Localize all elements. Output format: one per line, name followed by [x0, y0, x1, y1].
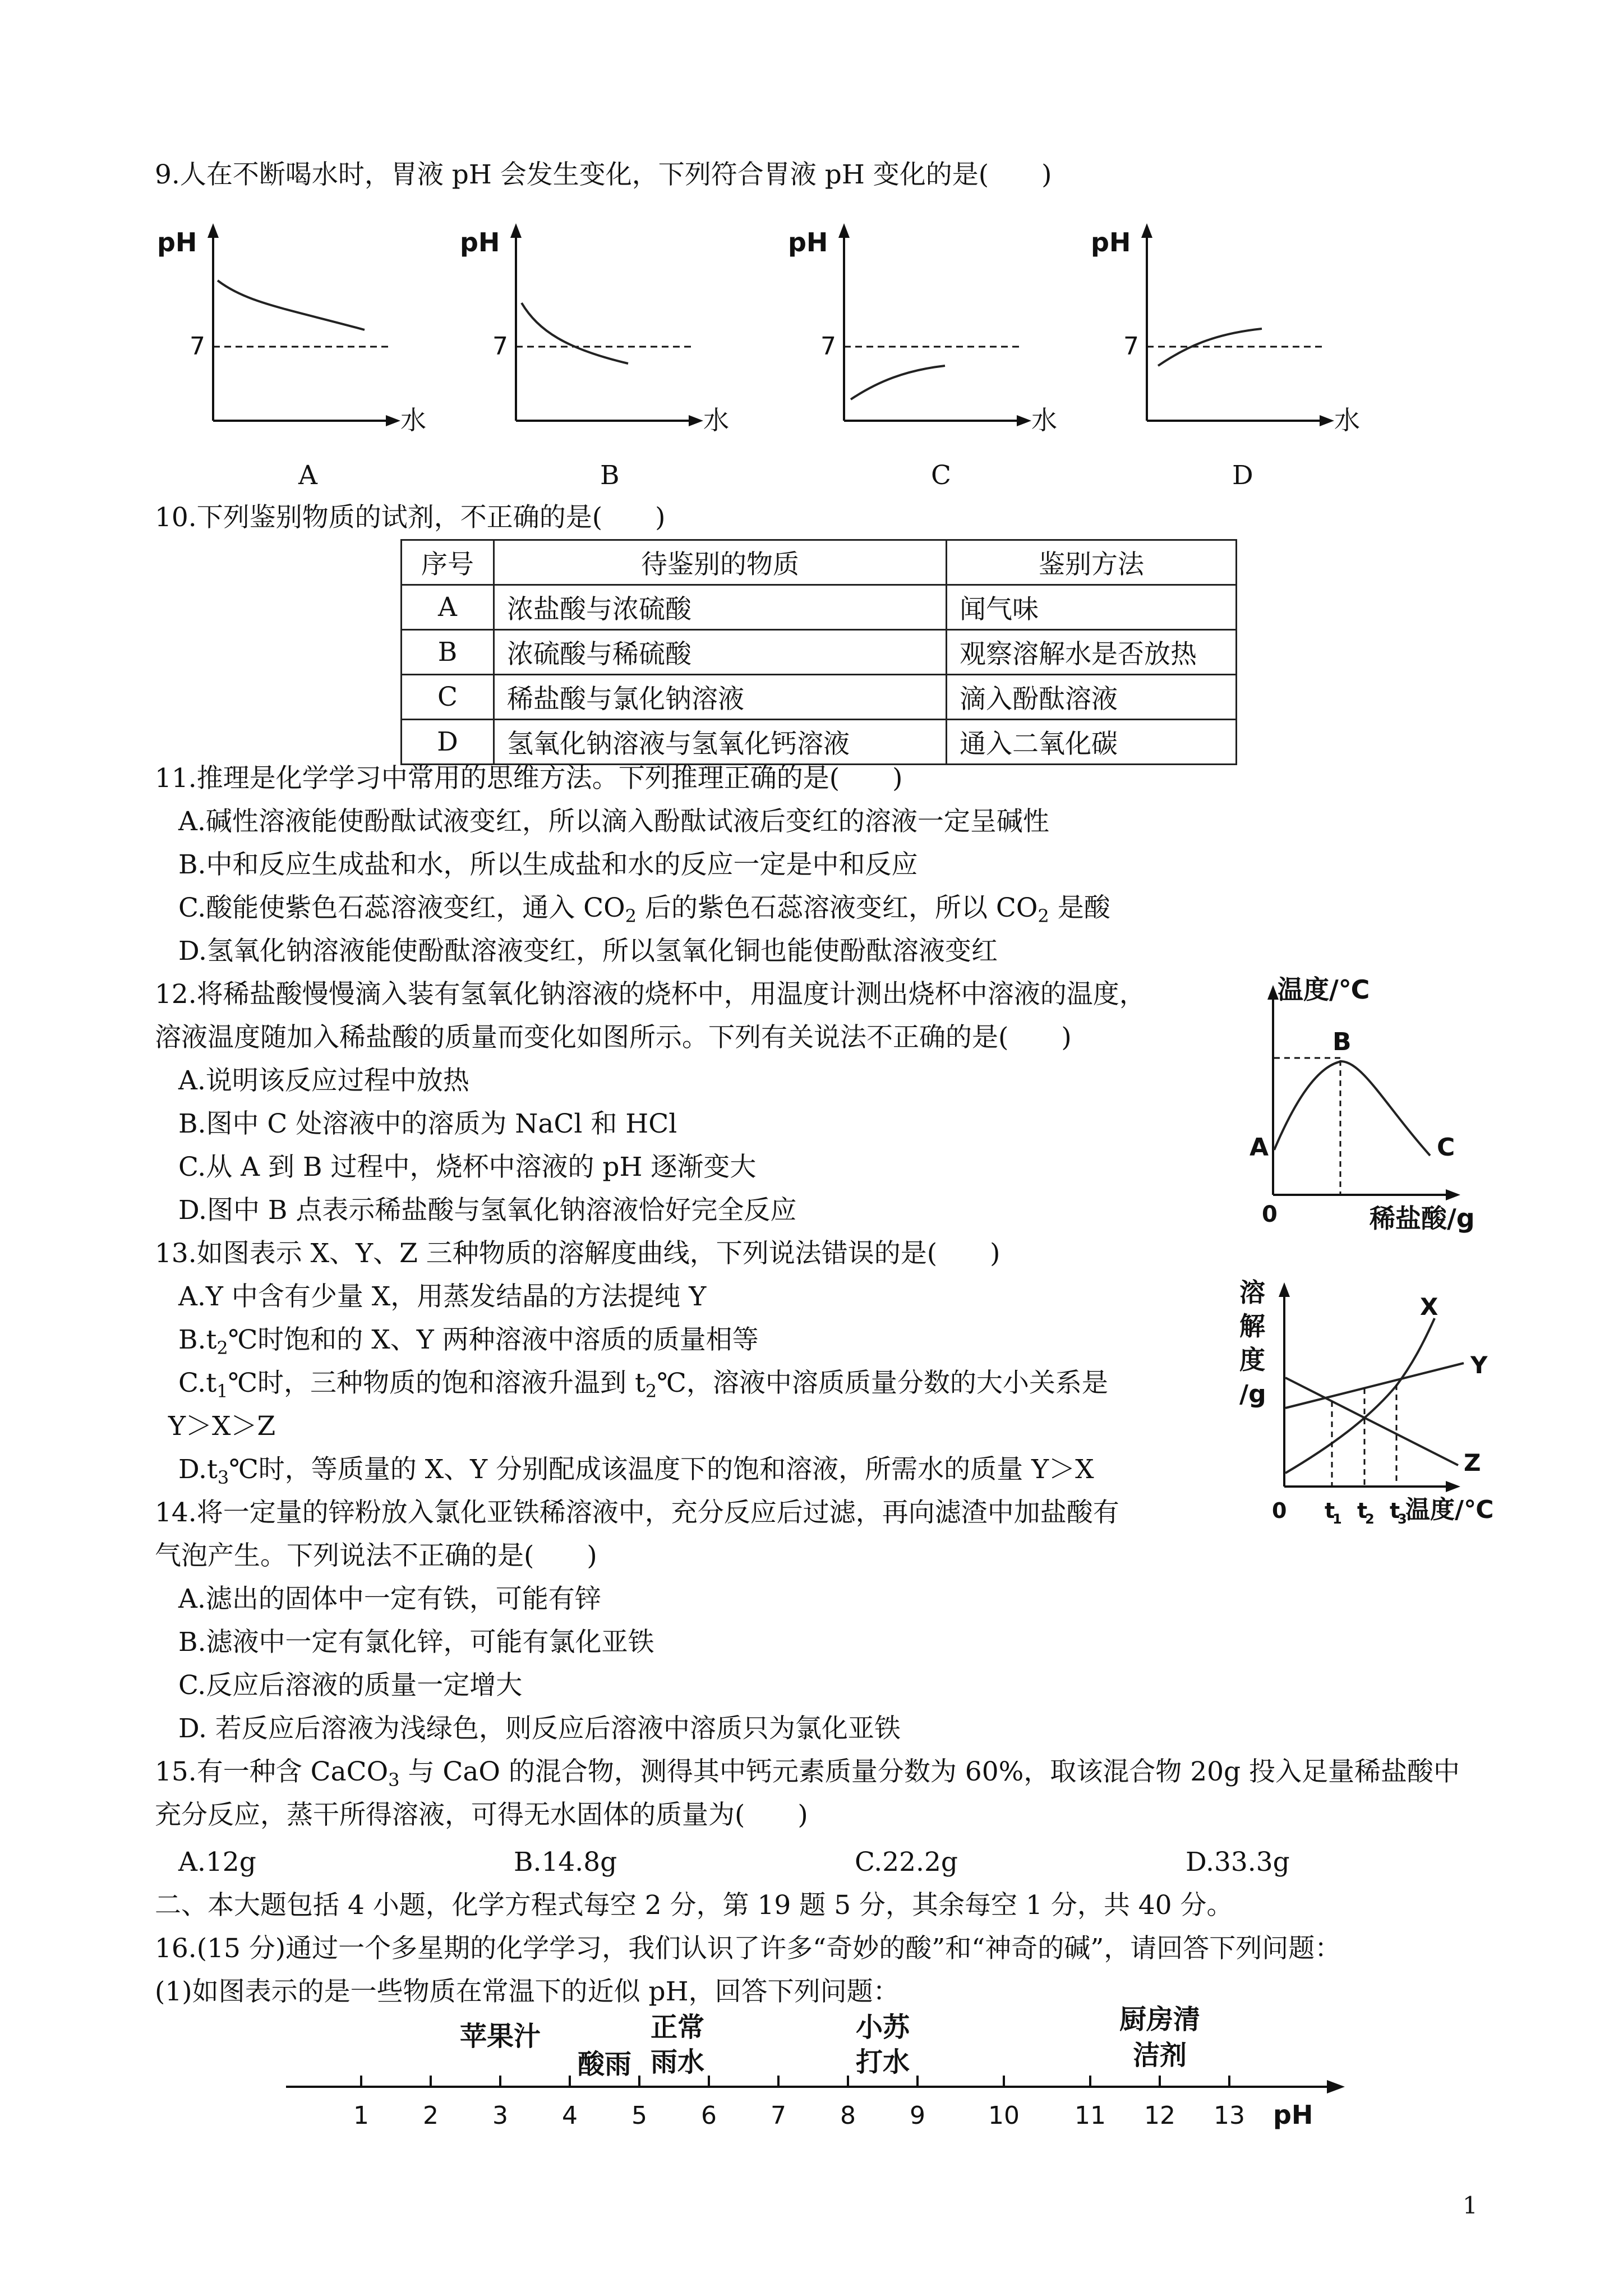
q12-stem-line1: 12.将稀盐酸慢慢滴入装有氢氧化钠溶液的烧杯中，用温度计测出烧杯中溶液的温度，	[155, 979, 1146, 1010]
ph-tick-9: 9	[910, 2101, 925, 2130]
q12-ylabel: 温度/℃	[1278, 974, 1370, 1005]
ph-scale	[280, 1997, 1380, 2132]
q9-d-xlabel: 水	[1334, 405, 1360, 435]
q13-option-b	[178, 1323, 759, 1365]
q12-point-a: A	[1249, 1133, 1269, 1162]
q15-stem-sub: 3	[388, 1769, 400, 1791]
table-cell: 滴入酚酞溶液	[947, 675, 1237, 720]
q11-option-b: B.中和反应生成盐和水，所以生成盐和水的反应一定是中和反应	[178, 849, 918, 880]
q15-stem-line1	[155, 1755, 1460, 1797]
ph-label-rain-line2: 雨水	[650, 2046, 705, 2078]
q13-t3-sub: 3	[1398, 1511, 1407, 1527]
q13-t2: t	[1357, 1498, 1368, 1523]
ph-label-apple-juice: 苹果汁	[459, 2021, 541, 2052]
table-cell: 浓盐酸与浓硫酸	[494, 585, 947, 630]
q15-option-a: A.12g	[178, 1847, 256, 1878]
ph-tick-13: 13	[1214, 2101, 1245, 2130]
q9-c-letter: C	[931, 460, 951, 491]
q14-stem-line2: 气泡产生。下列说法不正确的是( )	[155, 1540, 597, 1571]
q13-b-sub: 2	[216, 1337, 228, 1359]
q13-stem: 13.如图表示 X、Y、Z 三种物质的溶解度曲线，下列说法错误的是( )	[155, 1238, 1000, 1269]
q13-option-d	[178, 1453, 1094, 1494]
section-two-heading: 二、本大题包括 4 小题，化学方程式每空 2 分，第 19 题 5 分，其余每空 1 分，共 40 分。	[155, 1890, 1233, 1921]
ph-tick-6: 6	[701, 2101, 717, 2130]
q13-curve-z: Z	[1464, 1449, 1481, 1476]
q9-c-xlabel: 水	[1031, 405, 1057, 435]
q13-c-sub2: 2	[645, 1381, 657, 1402]
table-cell: 氢氧化钠溶液与氢氧化钙溶液	[494, 720, 947, 765]
q12-xlabel: 稀盐酸/g	[1370, 1203, 1475, 1234]
q12-option-b: B.图中 C 处溶液中的溶质为 NaCl 和 HCl	[178, 1108, 677, 1139]
q9-a-ylabel: pH	[157, 227, 197, 257]
ph-label-cleaner-line2: 洁剂	[1132, 2040, 1187, 2071]
q15-option-c: C.22.2g	[855, 1847, 958, 1878]
q14-option-b: B.滤液中一定有氯化锌，可能有氯化亚铁	[178, 1627, 654, 1658]
table-row	[402, 630, 1237, 675]
ph-label-soda-line1: 小苏	[855, 2012, 910, 2043]
q13-option-a: A.Y 中含有少量 X，用蒸发结晶的方法提纯 Y	[178, 1281, 707, 1312]
q13-c-mid: ℃时，三种物质的饱和溶液升温到 t	[228, 1368, 645, 1398]
q9-d-ref: 7	[1123, 332, 1139, 361]
q9-c-ylabel: pH	[788, 227, 828, 257]
q13-d-post: ℃时，等质量的 X、Y 分别配成该温度下的饱和溶液，所需水的质量 Y＞X	[229, 1454, 1094, 1485]
q9-a-letter: A	[298, 460, 317, 491]
ph-label-cleaner-line1: 厨房清	[1119, 2004, 1201, 2035]
ph-tick-1: 1	[353, 2101, 369, 2130]
table-row	[402, 675, 1237, 720]
q13-t3: t	[1390, 1498, 1400, 1523]
q9-b-letter: B	[600, 460, 620, 491]
q15-option-d: D.33.3g	[1186, 1847, 1290, 1878]
q13-t1-sub: 1	[1332, 1511, 1342, 1527]
q10-stem: 10.下列鉴别物质的试剂，不正确的是( )	[155, 502, 666, 533]
q13-c-pre: C.t	[178, 1368, 217, 1398]
q9-graph-b	[454, 219, 729, 438]
q12-origin: 0	[1262, 1202, 1278, 1227]
q15-stem-line2: 充分反应，蒸干所得溶液，可得无水固体的质量为( )	[155, 1800, 808, 1830]
q13-b-post: ℃时饱和的 X、Y 两种溶液中溶质的质量相等	[228, 1324, 759, 1355]
q9-stem: 9.人在不断喝水时，胃液 pH 会发生变化，下列符合胃液 pH 变化的是( )	[155, 159, 1052, 190]
q15-stem-pre: 15.有一种含 CaCO	[155, 1756, 389, 1787]
q9-b-ylabel: pH	[460, 227, 500, 257]
ph-label-soda-line2: 打水	[855, 2046, 910, 2078]
ph-tick-4: 4	[562, 2101, 578, 2130]
table-cell: 观察溶解水是否放热	[947, 630, 1237, 675]
q11-c-sub2: 2	[1038, 905, 1049, 927]
table-cell: 浓硫酸与稀硫酸	[494, 630, 947, 675]
q13-ylabel-2: 解	[1239, 1311, 1265, 1341]
q11-c-part2: 后的紫色石蕊溶液变红，所以 CO	[637, 892, 1038, 923]
q9-graph-c	[782, 219, 1057, 438]
q9-d-letter: D	[1232, 460, 1253, 491]
q11-option-d: D.氢氧化钠溶液能使酚酞溶液变红，所以氢氧化铜也能使酚酞溶液变红	[178, 936, 998, 967]
table-cell: C	[402, 675, 494, 720]
q13-xunit: 温度/℃	[1405, 1496, 1494, 1524]
q13-d-pre: D.t	[178, 1454, 218, 1485]
q12-temperature-graph	[1234, 970, 1497, 1240]
ph-label-rain-line1: 正常	[650, 2012, 705, 2043]
q15-stem-post: 与 CaO 的混合物，测得其中钙元素质量分数为 60%，取该混合物 20g 投入足量稀盐酸中	[399, 1756, 1460, 1787]
ph-tick-3: 3	[492, 2101, 508, 2130]
q10-table	[400, 539, 1237, 765]
q13-ylabel-4: /g	[1239, 1380, 1266, 1409]
page-number: 1	[1463, 2192, 1478, 2219]
q12-option-d: D.图中 B 点表示稀盐酸与氢氧化钠溶液恰好完全反应	[178, 1195, 797, 1226]
q11-option-c	[178, 891, 1110, 933]
q13-ylabel-1: 溶	[1239, 1277, 1265, 1308]
ph-tick-5: 5	[631, 2101, 647, 2130]
q13-t2-sub: 2	[1365, 1511, 1375, 1527]
table-cell: 通入二氧化碳	[947, 720, 1237, 765]
q13-c-sub1: 1	[216, 1381, 228, 1402]
q9-d-ylabel: pH	[1091, 227, 1131, 257]
q14-option-d: D. 若反应后溶液为浅绿色，则反应后溶液中溶质只为氯化亚铁	[178, 1713, 901, 1744]
table-cell: 闻气味	[947, 585, 1237, 630]
q13-t1: t	[1325, 1498, 1335, 1523]
q14-option-a: A.滤出的固体中一定有铁，可能有锌	[178, 1584, 601, 1614]
table-cell: 稀盐酸与氯化钠溶液	[494, 675, 947, 720]
ph-unit: pH	[1273, 2100, 1313, 2130]
table-header: 序号	[402, 540, 494, 585]
table-cell: D	[402, 720, 494, 765]
q13-option-c	[178, 1366, 1108, 1408]
q11-c-part1: C.酸能使紫色石蕊溶液变红，通入 CO	[178, 892, 625, 923]
q9-graph-a	[151, 219, 426, 438]
q13-d-sub: 3	[217, 1467, 229, 1488]
q13-curve-y: Y	[1470, 1351, 1488, 1379]
q13-curve-x: X	[1420, 1293, 1438, 1320]
table-cell: A	[402, 585, 494, 630]
q11-c-sub1: 2	[625, 905, 637, 927]
q13-b-pre: B.t	[178, 1324, 217, 1355]
q13-solubility-graph	[1228, 1273, 1520, 1531]
table-header: 鉴别方法	[947, 540, 1237, 585]
q9-b-ref: 7	[492, 332, 508, 361]
q13-c-post: ℃，溶液中溶质质量分数的大小关系是	[657, 1368, 1108, 1398]
table-row	[402, 585, 1237, 630]
q13-origin: 0	[1272, 1498, 1287, 1523]
ph-tick-2: 2	[423, 2101, 439, 2130]
q16-stem: 16.(15 分)通过一个多星期的化学学习，我们认识了许多“奇妙的酸”和“神奇的碱”，请回答下列问题：	[155, 1933, 1341, 1964]
table-row	[402, 720, 1237, 765]
q9-a-ref: 7	[190, 332, 205, 361]
q9-a-xlabel: 水	[400, 405, 426, 435]
q13-ylabel-3: 度	[1239, 1345, 1265, 1375]
ph-tick-7: 7	[771, 2101, 786, 2130]
q14-option-c: C.反应后溶液的质量一定增大	[178, 1670, 523, 1701]
q9-graph-d	[1085, 219, 1360, 438]
ph-label-acid-rain: 酸雨	[577, 2049, 632, 2080]
table-header: 待鉴别的物质	[494, 540, 947, 585]
ph-tick-10: 10	[988, 2101, 1020, 2130]
q9-c-ref: 7	[820, 332, 836, 361]
table-row	[402, 540, 1237, 585]
q11-c-part3: 是酸	[1049, 892, 1110, 923]
q12-stem-line2: 溶液温度随加入稀盐酸的质量而变化如图所示。下列有关说法不正确的是( )	[155, 1022, 1072, 1053]
q11-option-a: A.碱性溶液能使酚酞试液变红，所以滴入酚酞试液后变红的溶液一定呈碱性	[178, 806, 1049, 837]
table-cell: B	[402, 630, 494, 675]
q12-point-c: C	[1437, 1133, 1455, 1162]
q15-option-b: B.14.8g	[514, 1847, 617, 1878]
q12-point-b: B	[1332, 1028, 1352, 1056]
ph-tick-12: 12	[1144, 2101, 1175, 2130]
q12-option-a: A.说明该反应过程中放热	[178, 1065, 469, 1096]
q13-option-c-line2: Y＞X＞Z	[168, 1411, 276, 1442]
ph-tick-11: 11	[1075, 2101, 1106, 2130]
q12-option-c: C.从 A 到 B 过程中，烧杯中溶液的 pH 逐渐变大	[178, 1152, 757, 1182]
q9-b-xlabel: 水	[703, 405, 729, 435]
q11-stem: 11.推理是化学学习中常用的思维方法。下列推理正确的是( )	[155, 763, 903, 794]
ph-tick-8: 8	[840, 2101, 856, 2130]
q16-part1: (1)如图表示的是一些物质在常温下的近似 pH，回答下列问题：	[155, 1976, 900, 2007]
q14-stem-line1: 14.将一定量的锌粉放入氯化亚铁稀溶液中，充分反应后过滤，再向滤渣中加盐酸有	[155, 1497, 1119, 1528]
